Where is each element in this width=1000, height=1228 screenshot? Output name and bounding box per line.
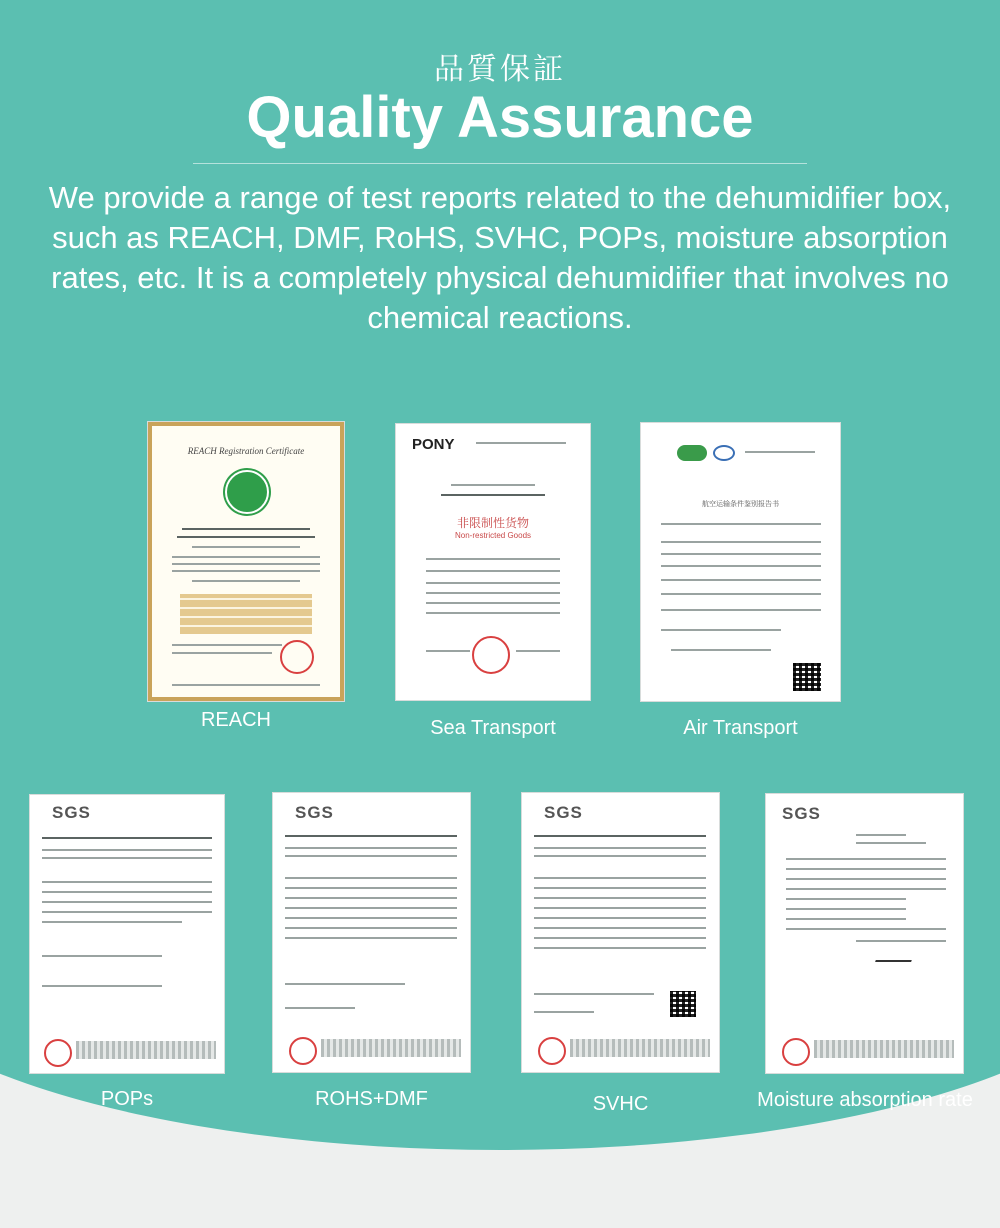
label-sea-transport: Sea Transport: [430, 717, 556, 739]
sgs-logo: SGS: [782, 804, 821, 823]
label-moisture-absorption-rate: Moisture absorption rate: [757, 1089, 973, 1111]
reach-certificate-title: REACH Registration Certificate: [187, 446, 305, 456]
iata-logo-icon: [713, 445, 735, 461]
title-divider: [193, 163, 807, 164]
pony-logo: PONY: [412, 436, 455, 453]
air-transport-certificate-image: [641, 423, 840, 701]
description-text: We provide a range of test reports related to the dehumidifier box, such as REACH, DMF, RoHS, SVHC, POPs, moisture absorption rates, etc. It is a completely physical dehumidifier that involves no chemical reactions.: [48, 180, 952, 335]
pops-report-image: [30, 795, 224, 1073]
cnas-logo-icon: [677, 445, 707, 461]
moisture-absorption-report-image: [766, 794, 963, 1073]
rohs-dmf-report-image: [273, 793, 470, 1072]
svhc-report-image: [522, 793, 719, 1072]
pops-stamp-icon: [44, 1039, 72, 1067]
sgs-logo: SGS: [295, 803, 334, 822]
label-svhc: SVHC: [592, 1093, 649, 1115]
sgs-logo: SGS: [544, 803, 583, 822]
qr-code-icon: [793, 663, 821, 691]
signature-icon: [875, 946, 917, 962]
title-chinese: 品質保証: [434, 53, 566, 86]
qr-code-icon: [670, 991, 696, 1017]
sea-transport-certificate-image: [396, 424, 590, 700]
sea-stamp-icon: [472, 636, 510, 674]
label-pops: POPs: [100, 1088, 154, 1110]
doc-title-cn: 航空运输条件鉴别报告书: [702, 501, 779, 508]
doc-subtitle: Non-restricted Goods: [454, 531, 532, 540]
sgs-logo: SGS: [52, 803, 91, 822]
page-title: Quality Assurance: [246, 85, 754, 150]
doc-title-cn: 非限制性货物: [456, 516, 529, 530]
reach-logo-icon: [225, 470, 269, 514]
label-rohs-dmf: ROHS+DMF: [315, 1088, 428, 1110]
svhc-stamp-icon: [538, 1037, 566, 1065]
label-reach: REACH: [200, 709, 271, 731]
label-air-transport: Air Transport: [683, 717, 798, 739]
reach-stamp-icon: [280, 640, 314, 674]
moisture-stamp-icon: [782, 1038, 810, 1066]
rohs-stamp-icon: [289, 1037, 317, 1065]
reach-certificate-image: [148, 422, 344, 701]
